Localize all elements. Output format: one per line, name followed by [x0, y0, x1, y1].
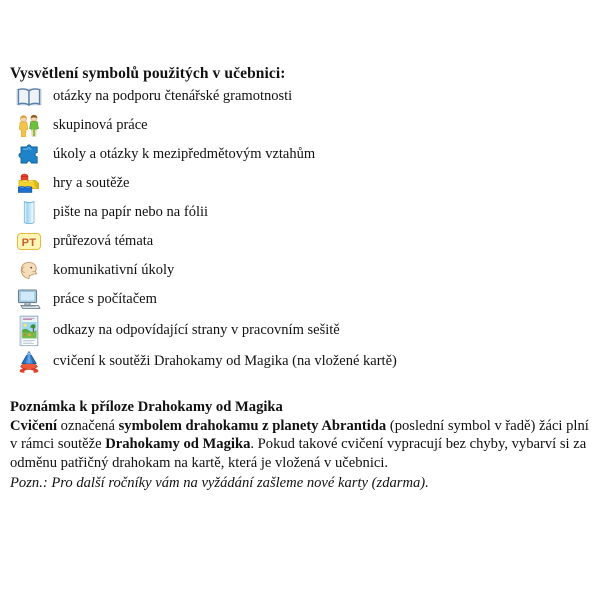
building-blocks-icon: [10, 170, 48, 198]
note-bold-symbol: symbolem drahokamu z planety Abrantida: [118, 417, 387, 434]
list-item: [10, 285, 590, 314]
list-item: [10, 314, 590, 347]
list-item: [10, 227, 590, 256]
list-item: [10, 169, 590, 198]
list-item-label: odkazy na odpovídající strany v pracovním sešitě: [53, 321, 340, 338]
list-item-label: otázky na podporu čtenářské gramotnosti: [53, 87, 293, 104]
note-title: Poznámka k příloze Drahokamy od Magika: [10, 399, 283, 415]
note-text-3: . Pokud takové cvičení vypracují bez chyby, vybarví si za odměnu patřičný drahokam na kartě, která je vložená v učebnici.: [10, 436, 587, 471]
list-item: [10, 198, 590, 227]
list-item: [10, 82, 590, 111]
open-book-icon: [10, 83, 48, 111]
note-block: [10, 398, 590, 493]
list-item-label: průřezová témata: [53, 232, 154, 249]
page-title: Vysvětlení symbolů použitých v učebnici:: [10, 65, 286, 83]
pt-badge-label: PT: [21, 237, 37, 249]
gemstone-icon: [10, 348, 48, 376]
list-item-label: práce s počítačem: [53, 290, 157, 307]
list-item: [10, 140, 590, 169]
list-item: [10, 111, 590, 140]
list-item-label: cvičení k soutěži Drahokamy od Magika (na vložené kartě): [53, 352, 397, 369]
workbook-icon: [10, 317, 48, 345]
note-body: [10, 417, 590, 473]
note-text-2: (poslední symbol v řadě) žáci plní v rámci soutěže: [10, 417, 589, 453]
list-item-label: skupinová práce: [53, 116, 148, 133]
note-bold-contest: Drahokamy od Magika: [105, 436, 251, 453]
pt-badge-icon: [10, 228, 48, 256]
list-item-label: komunikativní úkoly: [53, 261, 175, 278]
puzzle-piece-icon: [10, 141, 48, 169]
head-profile-icon: [10, 257, 48, 285]
note-text-1: označená: [57, 417, 119, 434]
list-item: [10, 347, 590, 376]
list-item: [10, 256, 590, 285]
symbol-legend-list: [10, 82, 590, 376]
list-item-label: hry a soutěže: [53, 174, 130, 191]
transparent-sheet-icon: [10, 199, 48, 227]
two-children-icon: [10, 112, 48, 140]
computer-icon: [10, 286, 48, 314]
list-item-label: úkoly a otázky k mezipředmětovým vztahům: [53, 145, 316, 162]
list-item-label: pište na papír nebo na fólii: [53, 203, 209, 220]
note-postscript: Pozn.: Pro další ročníky vám na vyžádání zašleme nové karty (zdarma).: [10, 475, 429, 492]
note-bold-cviceni: Cvičení: [10, 417, 58, 434]
